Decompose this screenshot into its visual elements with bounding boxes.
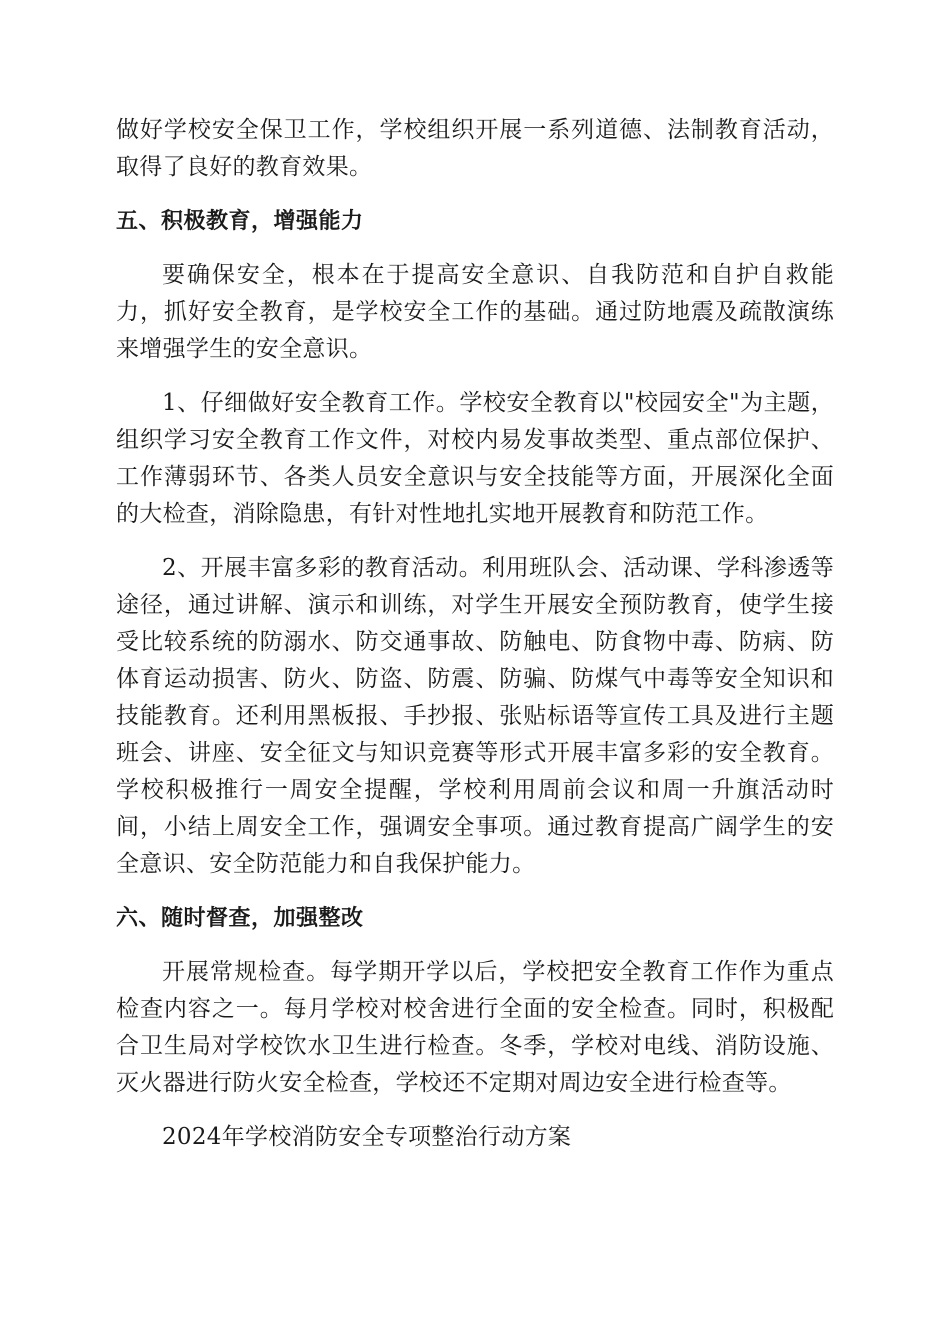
section-heading-5: 五、积极教育，增强能力 (116, 209, 364, 234)
section-5-item-1: 1、仔细做好安全教育工作。学校安全教育以"校园安全"为主题，组织学习安全教育工作文件，对校内易发事故类型、重点部位保护、工作薄弱环节、各类人员安全意识与安全技能等方面，开展深化全面的大检查，消除隐患，有针对性地扎实地开展教育和防范工作。 (116, 390, 834, 527)
section-5-item-2: 2、开展丰富多彩的教育活动。利用班队会、活动课、学科渗透等途径，通过讲解、演示和训练，对学生开展安全预防教育，使学生接受比较系统的防溺水、防交通事故、防触电、防食物中毒、防病、防体育运动损害、防火、防盗、防震、防骗、防煤气中毒等安全知识和技能教育。还利用黑板报、手抄报、张贴标语等宣传工具及进行主题班会、讲座、安全征文与知识竞赛等形式开展丰富多彩的安全教育。学校积极推行一周安全提醒，学校利用周前会议和周一升旗活动时间，小结上周安全工作，强调安全事项。通过教育提高广阔学生的安全意识、安全防范能力和自我保护能力。 (116, 555, 834, 877)
next-document-title: 2024年学校消防安全专项整治行动方案 (162, 1124, 572, 1150)
section-heading-6: 六、随时督查，加强整改 (116, 906, 364, 931)
section-5-paragraph: 要确保安全，根本在于提高安全意识、自我防范和自护自救能力，抓好安全教育，是学校安全工作的基础。通过防地震及疏散演练来增强学生的安全意识。 (116, 262, 834, 362)
document-page (116, 112, 834, 1156)
section-6-paragraph: 开展常规检查。每学期开学以后，学校把安全教育工作作为重点检查内容之一。每月学校对校舍进行全面的安全检查。同时，积极配合卫生局对学校饮水卫生进行检查。冬季，学校对电线、消防设施、灭火器进行防火安全检查，学校还不定期对周边安全进行检查等。 (116, 959, 834, 1096)
intro-paragraph: 做好学校安全保卫工作，学校组织开展一系列道德、法制教育活动，取得了良好的教育效果。 (116, 117, 834, 180)
